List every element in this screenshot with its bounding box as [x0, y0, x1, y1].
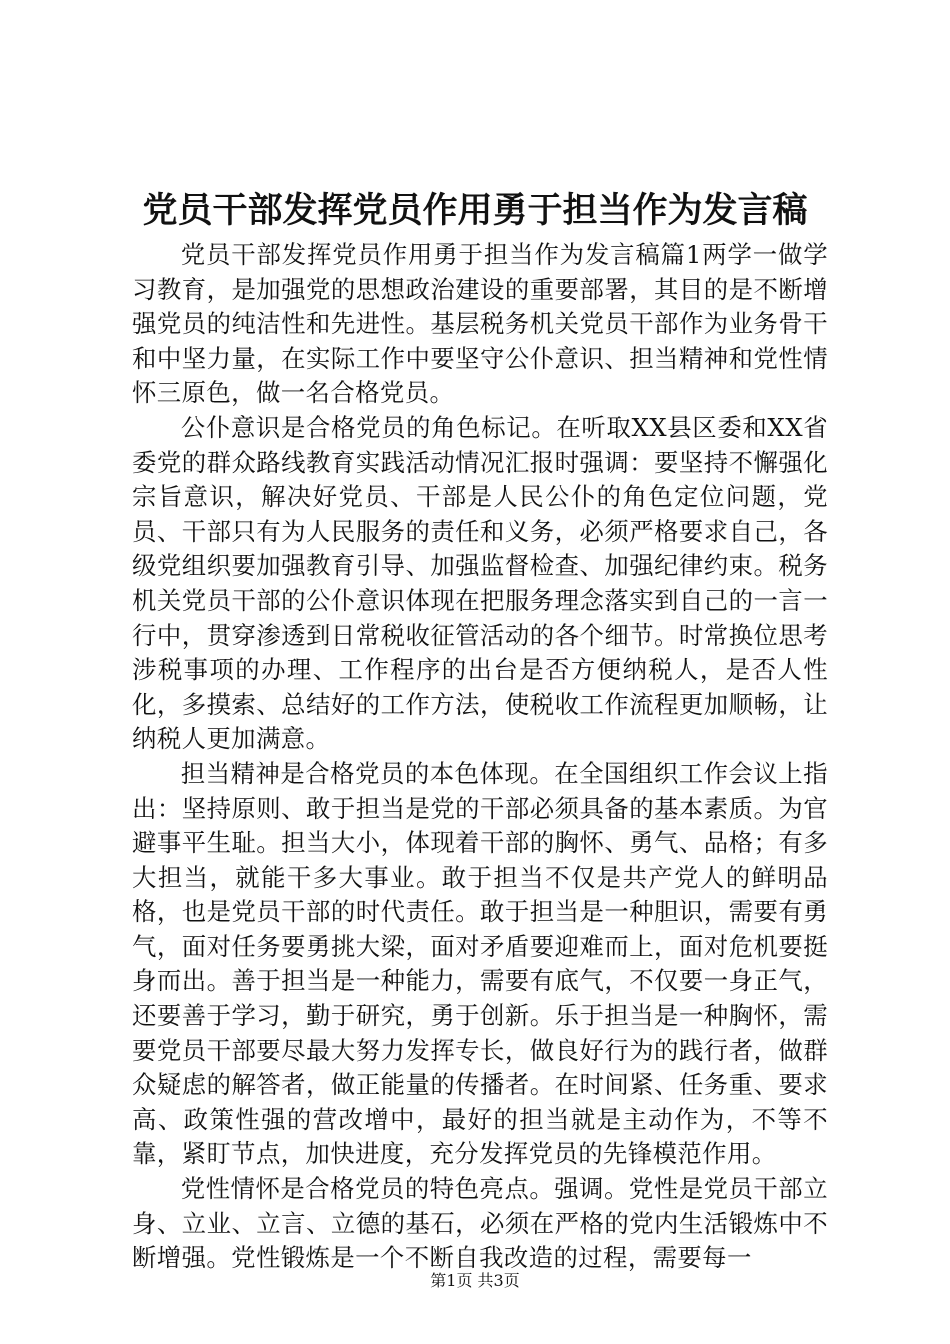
document-title: 党员干部发挥党员作用勇于担当作为发言稿	[142, 190, 808, 231]
paragraph-2: 公仆意识是合格党员的角色标记。在听取XX县区委和XX省委党的群众路线教育实践活动情况汇报时强调：要坚持不懈强化宗旨意识，解决好党员、干部是人民公仆的角色定位问题，党员、干部只有为人民服务的责任和义务，必须严格要求自己，各级党组织要加强教育引导、加强监督检查、加强纪律约束。税务机关党员干部的公仆意识体现在把服务理念落实到自己的一言一行中，贯穿渗透到日常税收征管活动的各个细节。时常换位思考涉税事项的办理、工作程序的出台是否方便纳税人，是否人性化，多摸索、总结好的工作方法，使税收工作流程更加顺畅，让纳税人更加满意。	[132, 412, 828, 754]
document-body	[132, 238, 828, 1276]
paragraph-1: 党员干部发挥党员作用勇于担当作为发言稿篇1两学一做学习教育，是加强党的思想政治建设的重要部署，其目的是不断增强党员的纯洁性和先进性。基层税务机关党员干部作为业务骨干和中坚力量，在实际工作中要坚守公仆意识、担当精神和党性情怀三原色，做一名合格党员。	[132, 240, 828, 408]
paragraph-4: 党性情怀是合格党员的特色亮点。强调。党性是党员干部立身、立业、立言、立德的基石，必须在严格的党内生活锻炼中不断增强。党性锻炼是一个不断自我改造的过程，需要每一	[132, 1174, 828, 1273]
page-number-footer: 第1页 共3页	[430, 1271, 520, 1290]
paragraph-3: 担当精神是合格党员的本色体现。在全国组织工作会议上指出：坚持原则、敢于担当是党的干部必须具备的基本素质。为官避事平生耻。担当大小，体现着干部的胸怀、勇气、品格；有多大担当，就能干多大事业。敢于担当不仅是共产党人的鲜明品格，也是党员干部的时代责任。敢于担当是一种胆识，需要有勇气，面对任务要勇挑大梁，面对矛盾要迎难而上，面对危机要挺身而出。善于担当是一种能力，需要有底气，不仅要一身正气，还要善于学习，勤于研究，勇于创新。乐于担当是一种胸怀，需要党员干部要尽最大努力发挥专长，做良好行为的践行者，做群众疑虑的解答者，做正能量的传播者。在时间紧、任务重、要求高、政策性强的营改增中，最好的担当就是主动作为，不等不靠，紧盯节点，加快进度，充分发挥党员的先锋模范作用。	[132, 758, 828, 1169]
